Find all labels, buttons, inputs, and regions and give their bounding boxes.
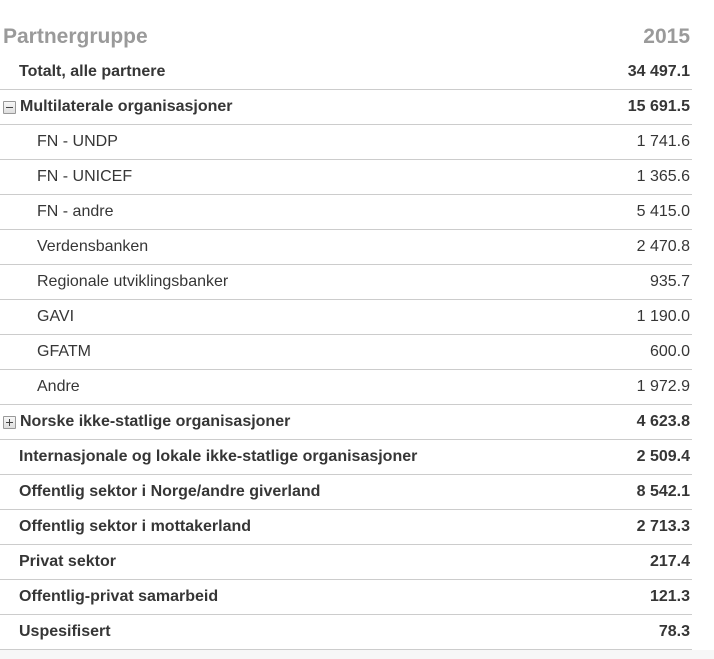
row-value: 8 542.1 bbox=[636, 483, 690, 500]
row-label: Offentlig-privat samarbeid bbox=[19, 588, 219, 605]
row-value: 217.4 bbox=[649, 553, 690, 570]
row-value: 34 497.1 bbox=[627, 63, 690, 80]
table-row bbox=[0, 160, 692, 195]
row-label: Totalt, alle partnere bbox=[19, 63, 166, 80]
row-label: Multilaterale organisasjoner bbox=[20, 98, 233, 115]
row-value: 935.7 bbox=[649, 273, 690, 290]
row-label: FN - andre bbox=[37, 203, 114, 220]
row-value: 1 972.9 bbox=[636, 378, 690, 395]
row-label: FN - UNDP bbox=[37, 133, 118, 150]
table-row bbox=[0, 125, 692, 160]
row-label: Regionale utviklingsbanker bbox=[37, 273, 229, 290]
table-row bbox=[0, 300, 692, 335]
table-row bbox=[0, 510, 692, 545]
row-value: 1 190.0 bbox=[636, 308, 690, 325]
table-bottom-strip bbox=[0, 650, 714, 659]
row-label: Internasjonale og lokale ikke-statlige organisasjoner bbox=[19, 448, 418, 465]
row-value: 5 415.0 bbox=[636, 203, 690, 220]
column-header-year[interactable]: 2015 bbox=[643, 24, 690, 48]
row-value: 78.3 bbox=[658, 623, 690, 640]
row-value: 1 365.6 bbox=[636, 168, 690, 185]
row-label: Andre bbox=[37, 378, 80, 395]
row-value: 2 470.8 bbox=[636, 238, 690, 255]
expand-icon[interactable] bbox=[3, 416, 16, 429]
table-row bbox=[0, 335, 692, 370]
row-value: 2 713.3 bbox=[636, 518, 690, 535]
table-row bbox=[0, 545, 692, 580]
table-body bbox=[0, 55, 692, 650]
row-label: FN - UNICEF bbox=[37, 168, 133, 185]
table-row bbox=[0, 370, 692, 405]
row-label: Norske ikke-statlige organisasjoner bbox=[20, 413, 291, 430]
table-row[interactable] bbox=[0, 90, 692, 125]
table-row bbox=[0, 615, 692, 650]
table-row bbox=[0, 265, 692, 300]
row-value: 600.0 bbox=[649, 343, 690, 360]
table-row bbox=[0, 230, 692, 265]
row-label: Offentlig sektor i mottakerland bbox=[19, 518, 252, 535]
row-value: 1 741.6 bbox=[636, 133, 690, 150]
row-label: Offentlig sektor i Norge/andre giverland bbox=[19, 483, 321, 500]
row-value: 4 623.8 bbox=[636, 413, 690, 430]
row-label: Privat sektor bbox=[19, 553, 116, 570]
table-row[interactable] bbox=[0, 405, 692, 440]
row-label: Verdensbanken bbox=[37, 238, 149, 255]
row-label: GAVI bbox=[37, 308, 75, 325]
table-header bbox=[0, 0, 692, 55]
row-value: 15 691.5 bbox=[627, 98, 690, 115]
table-row bbox=[0, 195, 692, 230]
row-label: Uspesifisert bbox=[19, 623, 111, 640]
column-header-partnergruppe[interactable]: Partnergruppe bbox=[3, 24, 148, 48]
row-value: 121.3 bbox=[649, 588, 690, 605]
table-row bbox=[0, 55, 692, 90]
row-value: 2 509.4 bbox=[636, 448, 690, 465]
collapse-icon[interactable] bbox=[3, 101, 16, 114]
table-row bbox=[0, 580, 692, 615]
table-row bbox=[0, 440, 692, 475]
table-row bbox=[0, 475, 692, 510]
row-label: GFATM bbox=[37, 343, 91, 360]
